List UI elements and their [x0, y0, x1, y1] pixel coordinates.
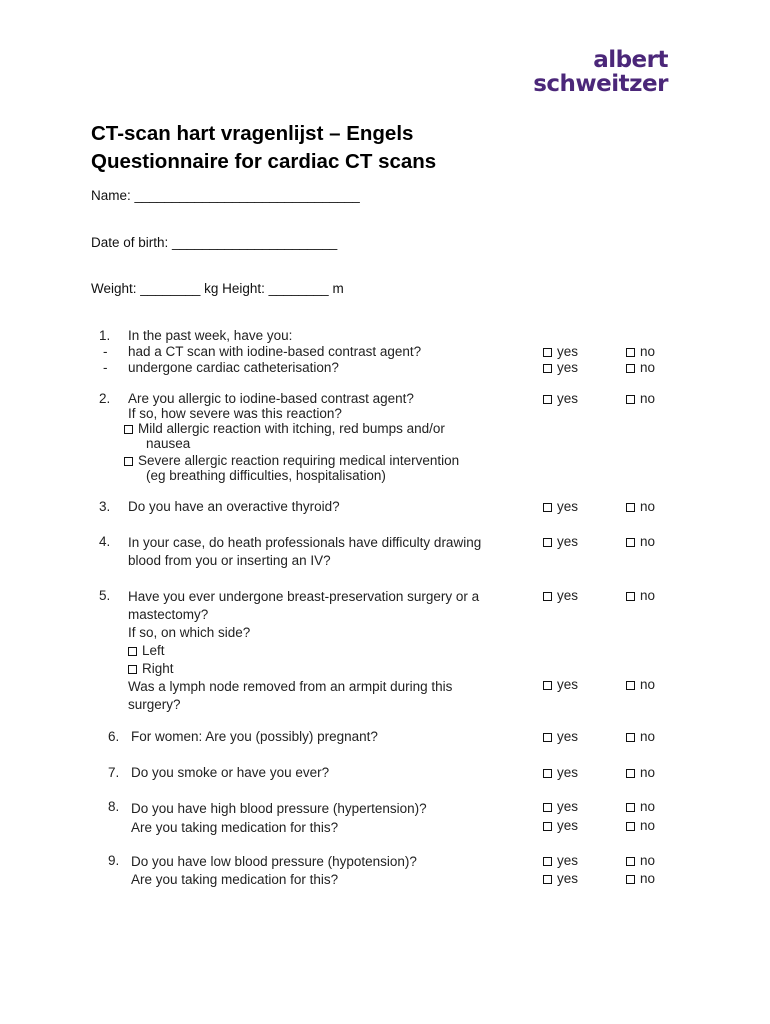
checkbox-icon	[124, 457, 133, 466]
question-8-text	[131, 799, 427, 837]
severe-reaction-option[interactable]	[124, 453, 459, 469]
question-9-line-1: Do you have low blood pressure (hypotension)?	[131, 854, 417, 869]
question-5-line-2: mastectomy?	[128, 607, 209, 622]
checkbox-icon	[543, 395, 552, 404]
checkbox-icon	[626, 348, 635, 357]
yes-label: yes	[557, 853, 579, 868]
yes-label: yes	[557, 391, 579, 406]
mild-reaction-option[interactable]	[124, 421, 445, 437]
checkbox-icon	[626, 857, 635, 866]
no-checkbox[interactable]	[626, 799, 655, 814]
yes-checkbox[interactable]	[543, 588, 578, 603]
yes-label: yes	[557, 677, 579, 692]
no-checkbox[interactable]	[626, 818, 655, 833]
no-checkbox[interactable]	[626, 588, 655, 603]
checkbox-icon	[543, 503, 552, 512]
checkbox-icon	[128, 647, 137, 656]
question-4-line-1: In your case, do heath professionals have difficulty drawing	[128, 535, 482, 550]
no-label: no	[640, 391, 656, 406]
yes-label: yes	[557, 871, 579, 886]
yes-checkbox[interactable]	[543, 534, 578, 549]
checkbox-icon	[543, 803, 552, 812]
no-checkbox[interactable]	[626, 853, 655, 868]
right-label: Right	[142, 661, 174, 676]
yes-checkbox[interactable]	[543, 818, 578, 833]
no-label: no	[640, 765, 656, 780]
yes-checkbox[interactable]	[543, 799, 578, 814]
question-8-number: 8.	[108, 799, 120, 814]
no-checkbox[interactable]	[626, 677, 655, 692]
logo-line-2: schweitzer	[533, 71, 668, 97]
yes-checkbox[interactable]	[543, 677, 578, 692]
checkbox-icon	[626, 364, 635, 373]
question-5-number: 5.	[99, 588, 111, 603]
checkbox-icon	[626, 395, 635, 404]
no-label: no	[640, 344, 656, 359]
left-side-option[interactable]	[128, 642, 479, 660]
no-label: no	[640, 729, 656, 744]
albert-schweitzer-logo	[533, 48, 668, 96]
yes-label: yes	[557, 765, 579, 780]
no-label: no	[640, 499, 656, 514]
mild-reaction-label-cont: nausea	[146, 436, 191, 451]
yes-label: yes	[557, 360, 579, 375]
yes-label: yes	[557, 534, 579, 549]
yes-checkbox[interactable]	[543, 729, 578, 744]
no-label: no	[640, 871, 656, 886]
checkbox-icon	[128, 665, 137, 674]
title-dutch: CT-scan hart vragenlijst – Engels	[91, 122, 414, 145]
date-of-birth-field[interactable]: Date of birth: ______________________	[91, 235, 338, 250]
yes-label: yes	[557, 499, 579, 514]
question-5-text	[128, 588, 479, 714]
question-7-text: Do you smoke or have you ever?	[131, 765, 330, 780]
question-4-line-2: blood from you or inserting an IV?	[128, 553, 331, 568]
checkbox-icon	[543, 592, 552, 601]
checkbox-icon	[543, 875, 552, 884]
yes-label: yes	[557, 729, 579, 744]
no-label: no	[640, 818, 656, 833]
question-8-line-1: Do you have high blood pressure (hypertension)?	[131, 801, 427, 816]
checkbox-icon	[543, 348, 552, 357]
question-7-number: 7.	[108, 765, 120, 780]
no-checkbox[interactable]	[626, 765, 655, 780]
no-checkbox[interactable]	[626, 391, 655, 406]
no-label: no	[640, 799, 656, 814]
checkbox-icon	[626, 681, 635, 690]
question-3-text: Do you have an overactive thyroid?	[128, 499, 340, 514]
checkbox-icon	[543, 822, 552, 831]
checkbox-icon	[626, 822, 635, 831]
no-checkbox[interactable]	[626, 499, 655, 514]
severe-reaction-label: Severe allergic reaction requiring medical intervention	[138, 453, 460, 468]
weight-height-field[interactable]: Weight: ________ kg Height: ________ m	[91, 281, 344, 296]
question-2-followup: If so, how severe was this reaction?	[128, 406, 342, 421]
question-8-line-2: Are you taking medication for this?	[131, 820, 339, 835]
question-9-number: 9.	[108, 853, 120, 868]
checkbox-icon	[626, 803, 635, 812]
yes-checkbox[interactable]	[543, 499, 578, 514]
checkbox-icon	[626, 875, 635, 884]
question-2-number: 2.	[99, 391, 111, 406]
no-label: no	[640, 534, 656, 549]
checkbox-icon	[543, 364, 552, 373]
checkbox-icon	[543, 538, 552, 547]
checkbox-icon	[543, 733, 552, 742]
question-6-text: For women: Are you (possibly) pregnant?	[131, 729, 378, 744]
question-1-text: In the past week, have you:	[128, 328, 293, 343]
checkbox-icon	[626, 769, 635, 778]
checkbox-icon	[543, 681, 552, 690]
question-6-number: 6.	[108, 729, 120, 744]
no-checkbox[interactable]	[626, 360, 655, 375]
question-3-number: 3.	[99, 499, 111, 514]
no-label: no	[640, 677, 656, 692]
checkbox-icon	[626, 503, 635, 512]
question-4-number: 4.	[99, 534, 111, 549]
yes-checkbox[interactable]	[543, 344, 578, 359]
no-label: no	[640, 360, 656, 375]
no-label: no	[640, 588, 656, 603]
question-1a-text: had a CT scan with iodine-based contrast agent?	[128, 344, 422, 359]
no-checkbox[interactable]	[626, 534, 655, 549]
title-english: Questionnaire for cardiac CT scans	[91, 150, 437, 173]
yes-checkbox[interactable]	[543, 853, 578, 868]
yes-label: yes	[557, 799, 579, 814]
dash-bullet: -	[103, 360, 108, 375]
checkbox-icon	[626, 538, 635, 547]
question-2-text: Are you allergic to iodine-based contrast agent?	[128, 391, 414, 406]
yes-checkbox[interactable]	[543, 360, 578, 375]
question-9-line-2: Are you taking medication for this?	[131, 872, 339, 887]
dash-bullet: -	[103, 344, 108, 359]
yes-label: yes	[557, 344, 579, 359]
question-5-line-5: surgery?	[128, 697, 181, 712]
yes-label: yes	[557, 818, 579, 833]
checkbox-icon	[626, 592, 635, 601]
question-1b-text: undergone cardiac catheterisation?	[128, 360, 339, 375]
no-checkbox[interactable]	[626, 871, 655, 886]
question-5-line-4: Was a lymph node removed from an armpit during this	[128, 679, 453, 694]
logo-line-1: albert	[593, 47, 668, 73]
question-5-line-3: If so, on which side?	[128, 625, 251, 640]
checkbox-icon	[543, 857, 552, 866]
question-4-text	[128, 534, 481, 570]
no-checkbox[interactable]	[626, 729, 655, 744]
right-side-option[interactable]	[128, 660, 479, 678]
name-field[interactable]: Name: ______________________________	[91, 188, 360, 203]
question-5-line-1: Have you ever undergone breast-preservation surgery or a	[128, 589, 480, 604]
yes-checkbox[interactable]	[543, 871, 578, 886]
page-title	[91, 120, 436, 176]
checkbox-icon	[543, 769, 552, 778]
question-9-text	[131, 853, 417, 889]
yes-checkbox[interactable]	[543, 391, 578, 406]
checkbox-icon	[124, 425, 133, 434]
mild-reaction-label: Mild allergic reaction with itching, red bumps and/or	[138, 421, 445, 436]
severe-reaction-label-cont: (eg breathing difficulties, hospitalisation)	[146, 468, 386, 483]
yes-label: yes	[557, 588, 579, 603]
no-label: no	[640, 853, 656, 868]
checkbox-icon	[626, 733, 635, 742]
question-1-number: 1.	[99, 328, 111, 343]
yes-checkbox[interactable]	[543, 765, 578, 780]
left-label: Left	[142, 643, 165, 658]
no-checkbox[interactable]	[626, 344, 655, 359]
